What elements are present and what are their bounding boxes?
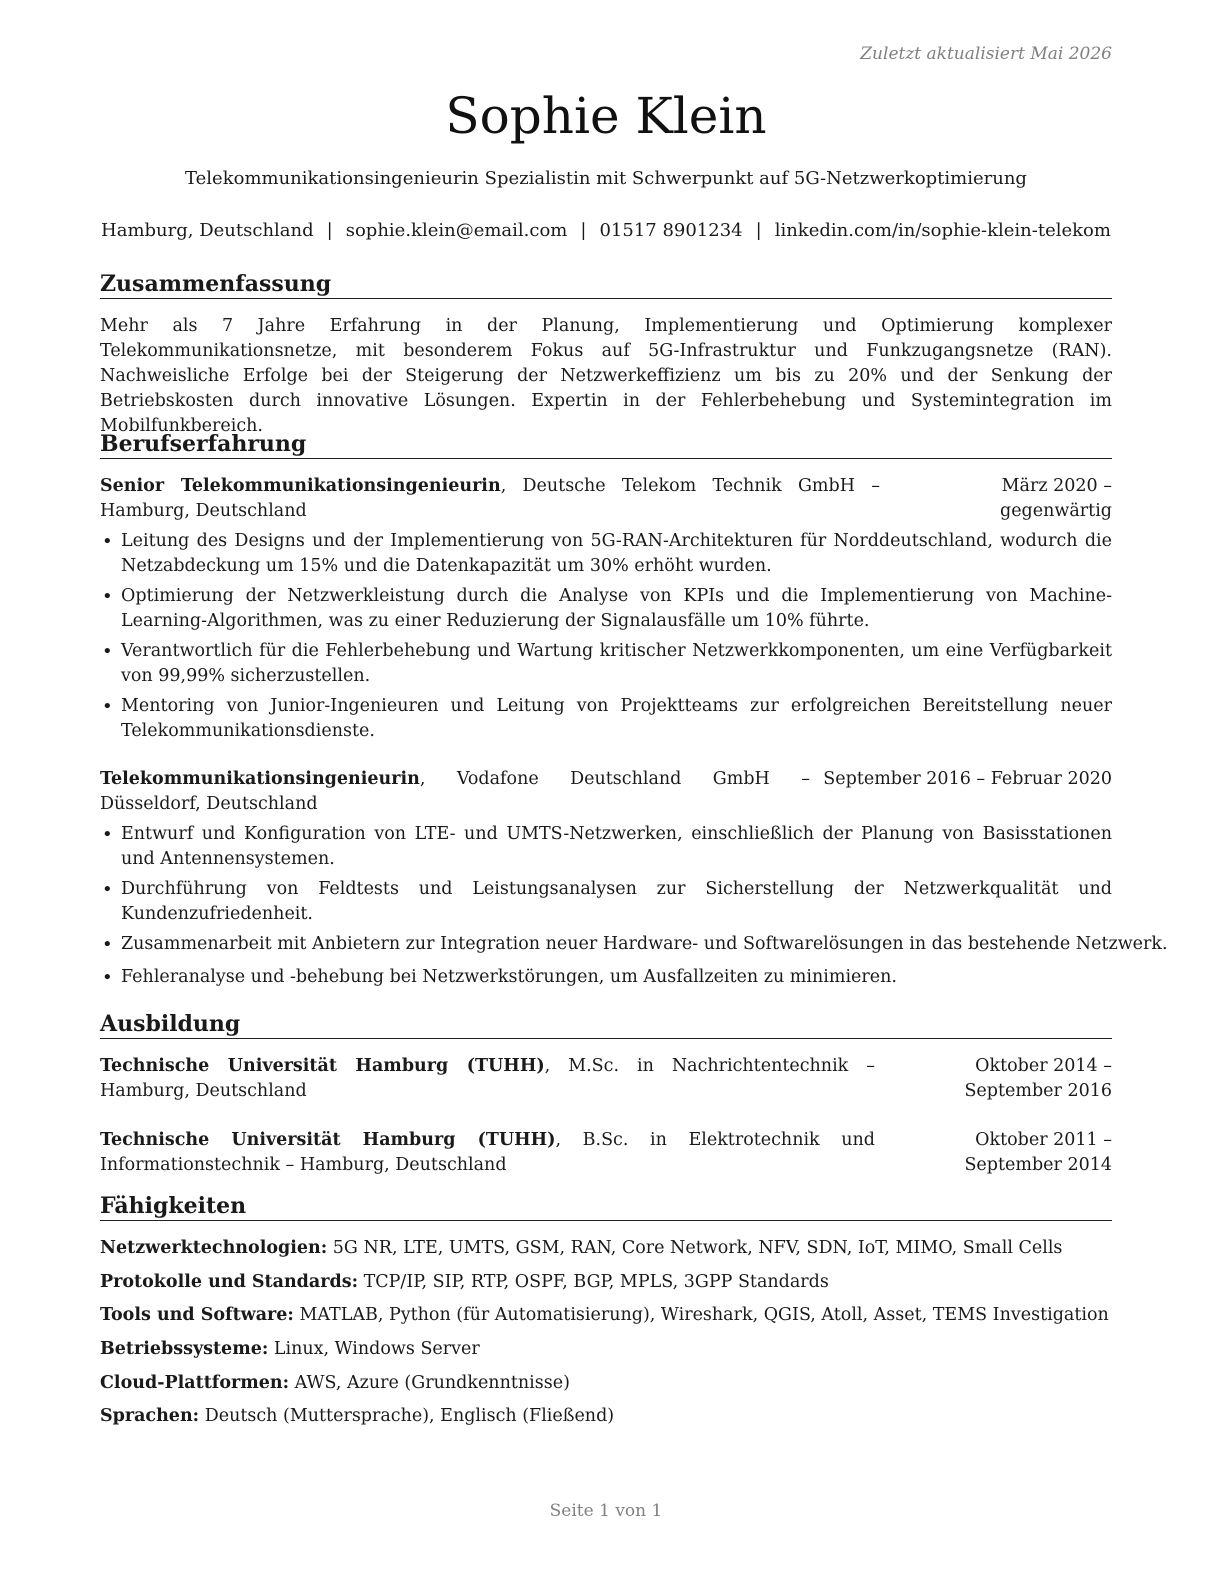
section-title-experience: Berufserfahrung [100, 430, 1112, 459]
page-number-footer: Seite 1 von 1 [549, 1501, 663, 1521]
list-item: • Verantwortlich für die Fehlerbehebung und Wartung kritischer Netzwerkkomponenten, um eine Verfügbarkeit von 99,99% sicherzustellen. [100, 639, 1112, 689]
skill-value: Deutsch (Muttersprache), Englisch (Fließend) [199, 1406, 615, 1426]
skill-value: 5G NR, LTE, UMTS, GSM, RAN, Core Network, NFV, SDN, IoT, MIMO, Small Cells [327, 1238, 1063, 1258]
last-updated-note: Zuletzt aktualisiert Mai 2026 [860, 44, 1112, 64]
education-header [100, 1128, 1112, 1178]
skill-value: AWS, Azure (Grundkenntnisse) [289, 1373, 570, 1393]
section-title-skills: Fähigkeiten [100, 1192, 1112, 1221]
education-school: Technische Universität Hamburg (TUHH) [100, 1130, 556, 1150]
skill-label: Sprachen: [100, 1406, 200, 1426]
list-item: • Mentoring von Junior-Ingenieuren und Leitung von Projektteams zur erfolgreichen Bereitstellung neuer Telekommunikationsdienste. [100, 694, 1112, 744]
education-title-line [100, 1128, 875, 1178]
skill-row [100, 1270, 1112, 1295]
candidate-headline: Telekommunikationsingenieurin Spezialistin mit Schwerpunkt auf 5G-Netzwerkoptimierung [185, 168, 1027, 189]
skill-value: MATLAB, Python (für Automatisierung), Wireshark, QGIS, Atoll, Asset, TEMS Investigation [293, 1305, 1109, 1325]
skill-label: Betriebssysteme: [100, 1339, 269, 1359]
education-dates: Oktober 2011 – September 2014 [964, 1130, 1112, 1175]
education-dates: Oktober 2014 – September 2016 [964, 1056, 1112, 1101]
contact-location: Hamburg, Deutschland [101, 220, 314, 241]
job-header [100, 474, 1112, 524]
job-bullets [100, 822, 1168, 995]
education-title-line [100, 1054, 875, 1104]
skill-label: Netzwerktechnologien: [100, 1238, 328, 1258]
education-details: , M.Sc. in Nachrichtentechnik – Hamburg, Deutschland [100, 1056, 875, 1101]
summary-text: Mehr als 7 Jahre Erfahrung in der Planung, Implementierung und Optimierung komplexer Telekommunikationsnetze, mit besonderem Fokus auf 5G-Infrastruktur und Funkzugangsnetze (RAN). Nachweisliche Erfolge bei der Steigerung der Netzwerkeffizienz um bis zu 20% und der Senkung der Betriebskosten durch innovative Lösungen. Expertin in der Fehlerbehebung und Systemintegration im Mobilfunkbereich. [100, 316, 1112, 436]
list-item: • Optimierung der Netzwerkleistung durch die Analyse von KPIs und die Implementierung von Machine-Learning-Algorithmen, was zu einer Reduzierung der Signalausfälle um 10% führte. [100, 584, 1112, 634]
contact-separator: | [580, 220, 587, 241]
skill-label: Cloud-Plattformen: [100, 1373, 290, 1393]
job-header [100, 767, 1112, 817]
job-title-line [100, 767, 810, 817]
job-title-line [100, 474, 880, 524]
education-header [100, 1054, 1112, 1104]
job-role: Telekommunikationsingenieurin [100, 769, 420, 789]
contact-linkedin[interactable]: linkedin.com/in/sophie-klein-telekom [774, 220, 1111, 241]
contact-separator: | [755, 220, 762, 241]
education-details: , B.Sc. in Elektrotechnik und Informationstechnik – Hamburg, Deutschland [100, 1130, 875, 1175]
skill-value: TCP/IP, SIP, RTP, OSPF, BGP, MPLS, 3GPP Standards [358, 1272, 829, 1292]
contact-email[interactable]: sophie.klein@email.com [345, 220, 568, 241]
candidate-name: Sophie Klein [445, 87, 767, 145]
job-details: , Vodafone Deutschland GmbH – Düsseldorf, Deutschland [100, 769, 810, 814]
skill-row [100, 1404, 1112, 1429]
job-dates: März 2020 – gegenwärtig [1000, 476, 1112, 521]
job-bullets [100, 529, 1112, 749]
job-role: Senior Telekommunikationsingenieurin [100, 476, 501, 496]
job-dates: September 2016 – Februar 2020 [823, 769, 1112, 789]
skill-value: Linux, Windows Server [268, 1339, 480, 1359]
list-item: • Entwurf und Konfiguration von LTE- und UMTS-Netzwerken, einschließlich der Planung von Basisstationen und Antennensystemen. [100, 822, 1112, 872]
skill-row [100, 1303, 1112, 1328]
skill-row [100, 1371, 1112, 1396]
list-item: • Leitung des Designs und der Implementierung von 5G-RAN-Architekturen für Norddeutschland, wodurch die Netzabdeckung um 15% und die Datenkapazität um 30% erhöht wurden. [100, 529, 1112, 579]
education-school: Technische Universität Hamburg (TUHH) [100, 1056, 545, 1076]
skill-row [100, 1236, 1112, 1261]
list-item: • Zusammenarbeit mit Anbietern zur Integration neuer Hardware- und Softwarelösungen in das bestehende Netzwerk. [100, 932, 1112, 957]
section-title-education: Ausbildung [100, 1010, 1112, 1039]
list-item: • Durchführung von Feldtests und Leistungsanalysen zur Sicherstellung der Netzwerkqualität und Kundenzufriedenheit. [100, 877, 1112, 927]
contact-phone: 01517 8901234 [599, 220, 743, 241]
contact-line [80, 219, 1132, 243]
skill-row [100, 1337, 1112, 1362]
skill-label: Protokolle und Standards: [100, 1272, 359, 1292]
resume-page [100, 0, 1168, 1584]
skill-label: Tools und Software: [100, 1305, 294, 1325]
list-item: • Fehleranalyse und -behebung bei Netzwerkstörungen, um Ausfallzeiten zu minimieren. [100, 965, 1112, 990]
section-title-summary: Zusammenfassung [100, 270, 1112, 299]
contact-separator: | [326, 220, 333, 241]
job-details: , Deutsche Telekom Technik GmbH – Hamburg, Deutschland [100, 476, 880, 521]
